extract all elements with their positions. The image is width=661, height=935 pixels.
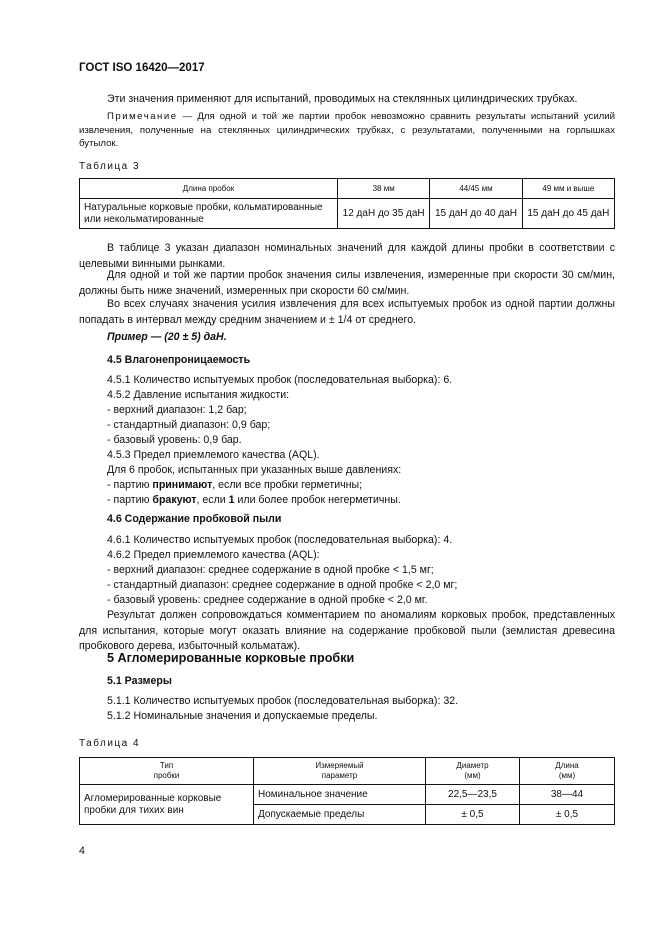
- list-item: 4.5.2 Давление испытания жидкости:: [107, 389, 290, 401]
- list-item: - базовый уровень: среднее содержание в одной пробке < 2,0 мг.: [107, 594, 428, 606]
- table-cell: 12 даН до 35 даН: [338, 199, 430, 229]
- chapter-heading: 5 Агломерированные корковые пробки: [107, 651, 355, 665]
- list-item: 4.5.3 Предел приемлемого качества (AQL).: [107, 449, 320, 461]
- intro-paragraph: Эти значения применяют для испытаний, проводимых на стеклянных цилиндрических трубках.: [107, 93, 578, 105]
- section-heading: 5.1 Размеры: [107, 675, 172, 687]
- table-header-row: [80, 758, 615, 785]
- list-text: , если: [196, 494, 229, 506]
- table-cell: 15 даН до 45 даН: [522, 199, 614, 229]
- table-cell: 22,5—23,5: [426, 785, 520, 805]
- note-text: — Для одной и той же партии пробок невозможно сравнить результаты испытаний усилий извлечения, полученные на стеклянных цилиндрических трубках, с результатами, полученными на горлышках бутылок.: [79, 111, 615, 149]
- document-code: ГОСТ ISO 16420—2017: [79, 62, 205, 74]
- paragraph: Во всех случаях значения усилия извлечения для всех испытуемых пробок из одной партии должны попадать в интервал между средним значением и ± 1/4 от среднего.: [79, 298, 615, 326]
- header-text: Длина: [555, 761, 579, 770]
- paragraph: Результат должен сопровождаться комментарием по аномалиям корковых пробок, представленных для испытания, которые могут оказать влияние на содержание пробковой пыли (землистая древесина пробкового дерева, избыточный кольматаж).: [79, 609, 615, 652]
- table-cell: 15 даН до 40 даН: [430, 199, 522, 229]
- table-row: [80, 785, 615, 805]
- list-item: 5.1.1 Количество испытуемых пробок (последовательная выборка): 32.: [107, 695, 459, 707]
- table4-caption: Таблица 4: [79, 738, 141, 749]
- table-header-cell: Длина пробок: [80, 179, 338, 199]
- table-cell: ± 0,5: [520, 805, 615, 825]
- list-item: 4.5.1 Количество испытуемых пробок (последовательная выборка): 6.: [107, 374, 453, 386]
- header-text: Тип: [159, 761, 174, 770]
- page-number: 4: [79, 845, 85, 857]
- paragraph: В таблице 3 указан диапазон номинальных значений для каждой длины пробки в соответствии с целевыми винными рынками.: [79, 242, 615, 270]
- bold-text: принимают: [152, 479, 213, 491]
- header-text: Измеряемый: [315, 761, 364, 770]
- table-header-row: [80, 179, 615, 199]
- list-text: или более пробок негерметичны.: [234, 494, 401, 506]
- table-header-cell: [426, 758, 520, 785]
- table-cell: 38—44: [520, 785, 615, 805]
- table-cell: Номинальное значение: [254, 785, 426, 805]
- list-item: - верхний диапазон: 1,2 бар;: [107, 404, 247, 416]
- list-item: [107, 493, 401, 509]
- table-header-cell: [80, 758, 254, 785]
- section-heading: 4.5 Влагонепроницаемость: [107, 354, 251, 366]
- table-header-cell: [254, 758, 426, 785]
- list-item: - стандартный диапазон: 0,9 бар;: [107, 419, 271, 431]
- list-item: - базовый уровень: 0,9 бар.: [107, 434, 242, 446]
- list-item: - стандартный диапазон: среднее содержание в одной пробке < 2,0 мг;: [107, 579, 458, 591]
- list-item: 4.6.1 Количество испытуемых пробок (последовательная выборка): 4.: [107, 534, 453, 546]
- section-heading: 4.6 Содержание пробковой пыли: [107, 513, 282, 525]
- table-header-cell: 44/45 мм: [430, 179, 522, 199]
- header-text: пробки: [153, 771, 180, 780]
- list-text: , если все пробки герметичны;: [212, 479, 363, 491]
- list-item: 4.6.2 Предел приемлемого качества (AQL):: [107, 549, 320, 561]
- table-row: [80, 199, 615, 229]
- header-text: параметр: [321, 771, 358, 780]
- paragraph: Для одной и той же партии пробок значения силы извлечения, измеренные при скорости 30 см/мин, должны быть ниже значений, измеренных при скорости 60 см/мин.: [79, 269, 615, 297]
- table-header-cell: [520, 758, 615, 785]
- note-paragraph: [79, 110, 615, 151]
- list-text: - партию: [107, 494, 153, 506]
- header-text: Диаметр: [456, 761, 489, 770]
- table-header-cell: 49 мм и выше: [522, 179, 614, 199]
- table-cell: ± 0,5: [426, 805, 520, 825]
- list-item: - верхний диапазон: среднее содержание в одной пробке < 1,5 мг;: [107, 564, 434, 576]
- table3-caption: Таблица 3: [79, 161, 141, 172]
- example-text: Пример — (20 ± 5) даН.: [107, 331, 227, 343]
- table3: [79, 178, 615, 229]
- list-item: 5.1.2 Номинальные значения и допускаемые пределы.: [107, 710, 378, 722]
- table-cell: Натуральные корковые пробки, кольматированные или некольматированные: [80, 199, 338, 229]
- bold-text: 1: [228, 494, 235, 506]
- bold-text: бракуют: [152, 494, 197, 506]
- table-header-cell: 38 мм: [338, 179, 430, 199]
- header-text: (мм): [464, 771, 481, 780]
- list-item: Для 6 пробок, испытанных при указанных выше давлениях:: [107, 464, 402, 476]
- header-text: (мм): [558, 771, 576, 780]
- note-label: Примечание: [107, 111, 178, 122]
- list-text: - партию: [107, 479, 153, 491]
- table4: [79, 757, 615, 825]
- list-item: [107, 478, 362, 494]
- table-cell: Агломерированные корковые пробки для тихих вин: [80, 785, 254, 825]
- table-cell: Допускаемые пределы: [254, 805, 426, 825]
